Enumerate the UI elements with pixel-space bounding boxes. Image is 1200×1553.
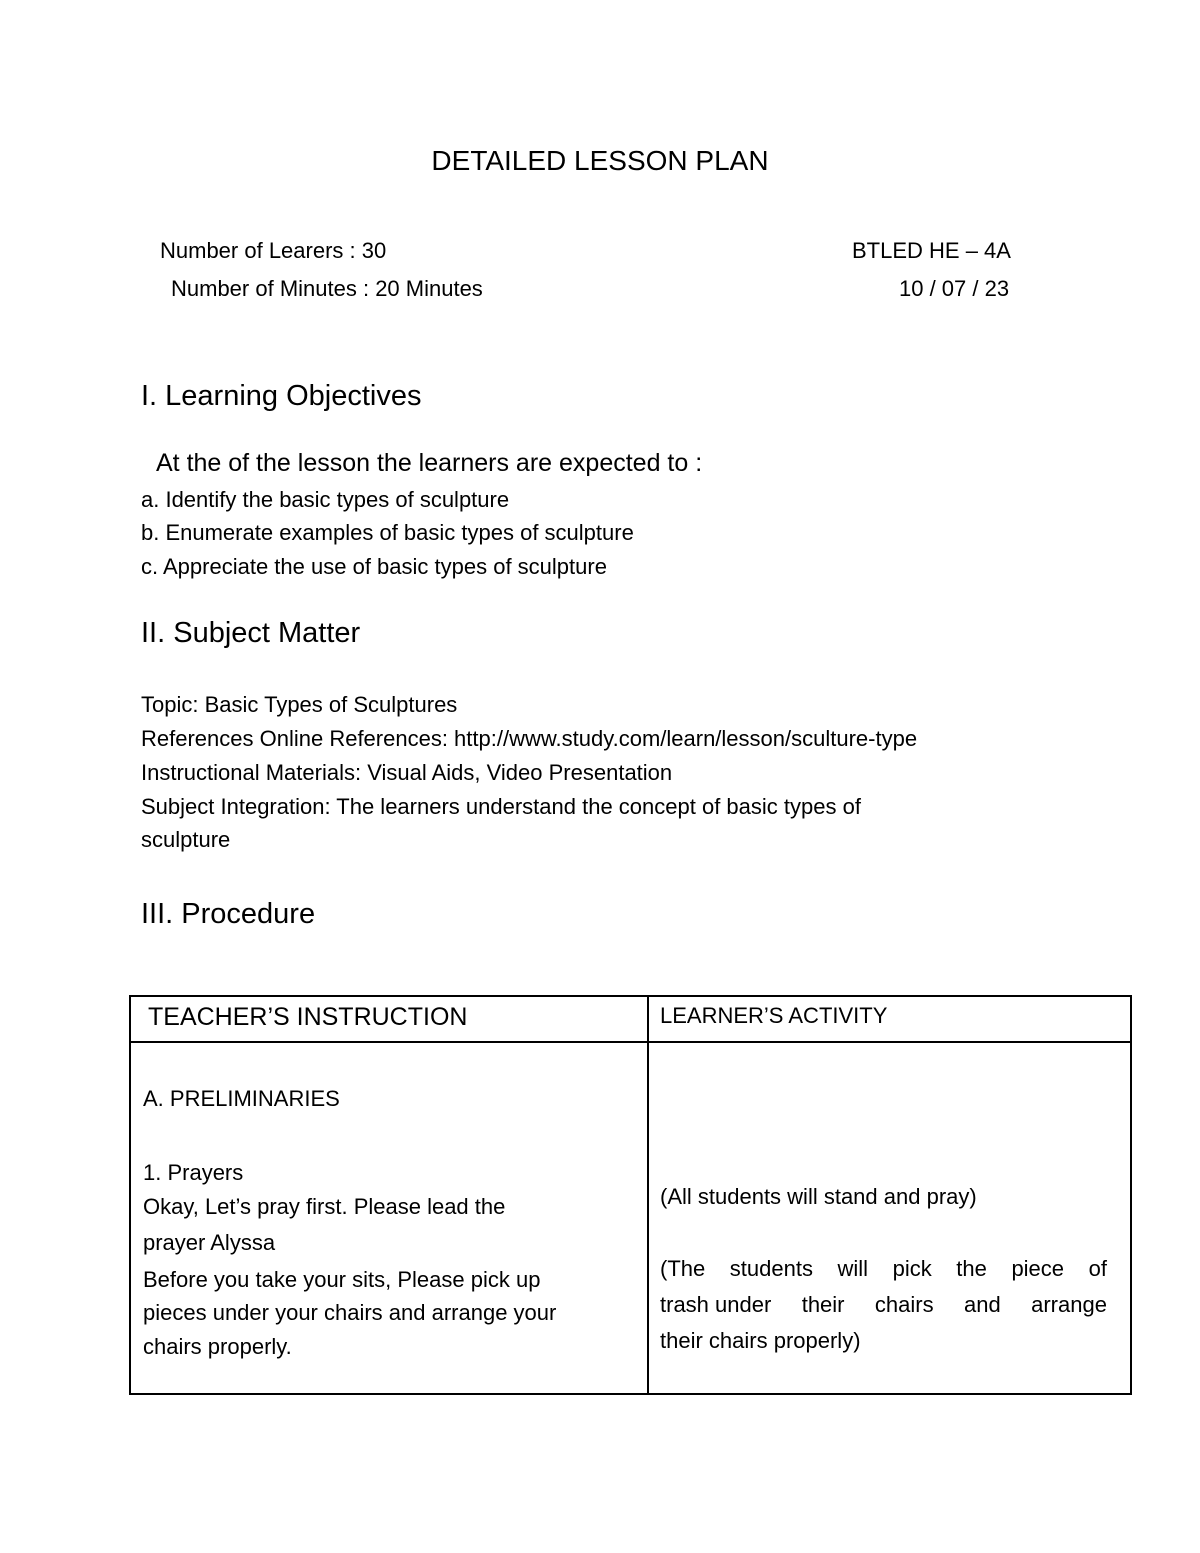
minutes-count: Number of Minutes : 20 Minutes	[171, 276, 483, 301]
integration-line-continued: sculpture	[141, 827, 231, 852]
learner-response-justified-line	[660, 1287, 1107, 1323]
instruction-line: Before you take your sits, Please pick up	[143, 1267, 541, 1292]
objective-item: b. Enumerate examples of basic types of sculpture	[141, 520, 634, 545]
objectives-heading: I. Learning Objectives	[141, 380, 422, 412]
lesson-date: 10 / 07 / 23	[899, 276, 1010, 301]
word: their	[801, 1292, 845, 1317]
instruction-line: prayer Alyssa	[143, 1230, 276, 1255]
procedure-table	[129, 995, 1132, 1395]
word: of	[1088, 1256, 1107, 1281]
word: (The	[660, 1256, 706, 1281]
word: the	[956, 1256, 987, 1281]
learners-count: Number of Learers : 30	[160, 238, 387, 263]
procedure-table-header-row	[130, 996, 1131, 1042]
instruction-line: Okay, Let’s pray first. Please lead the	[143, 1194, 506, 1219]
objective-item: c. Appreciate the use of basic types of sculpture	[141, 554, 607, 579]
preliminaries-label: A. PRELIMINARIES	[143, 1086, 340, 1111]
word: and	[964, 1292, 1001, 1317]
learner-activity-cell	[648, 1042, 1131, 1394]
objective-item: a. Identify the basic types of sculpture	[141, 487, 510, 512]
procedure-table-row	[130, 1042, 1131, 1394]
teacher-instruction-cell	[130, 1042, 648, 1394]
topic-line: Topic: Basic Types of Sculptures	[141, 692, 458, 717]
word: trash under	[660, 1292, 772, 1317]
word: chairs	[874, 1292, 934, 1317]
word: pick	[892, 1256, 932, 1281]
word: arrange	[1031, 1292, 1107, 1317]
objectives-intro: At the of the lesson the learners are expected to :	[156, 449, 703, 477]
document-title: DETAILED LESSON PLAN	[431, 145, 769, 176]
procedure-heading: III. Procedure	[141, 898, 316, 930]
references-line: References Online References: http://www.study.com/learn/lesson/sculture-type	[141, 726, 918, 751]
learner-response-justified-line	[660, 1251, 1107, 1287]
instruction-line: chairs properly.	[143, 1334, 292, 1359]
learner-response: (All students will stand and pray)	[660, 1184, 977, 1209]
instruction-line: pieces under your chairs and arrange your	[143, 1300, 557, 1325]
word: will	[837, 1256, 869, 1281]
word: students	[729, 1256, 813, 1281]
learner-activity-header: LEARNER’S ACTIVITY	[648, 996, 1131, 1042]
prayers-label: 1. Prayers	[143, 1160, 244, 1185]
teacher-instruction-header: TEACHER’S INSTRUCTION	[130, 996, 648, 1042]
materials-line: Instructional Materials: Visual Aids, Video Presentation	[141, 760, 673, 785]
subject-matter-heading: II. Subject Matter	[141, 617, 361, 649]
integration-line: Subject Integration: The learners understand the concept of basic types of	[141, 794, 861, 819]
class-section: BTLED HE – 4A	[852, 238, 1011, 263]
learner-response: their chairs properly)	[660, 1328, 861, 1353]
word: piece	[1011, 1256, 1065, 1281]
